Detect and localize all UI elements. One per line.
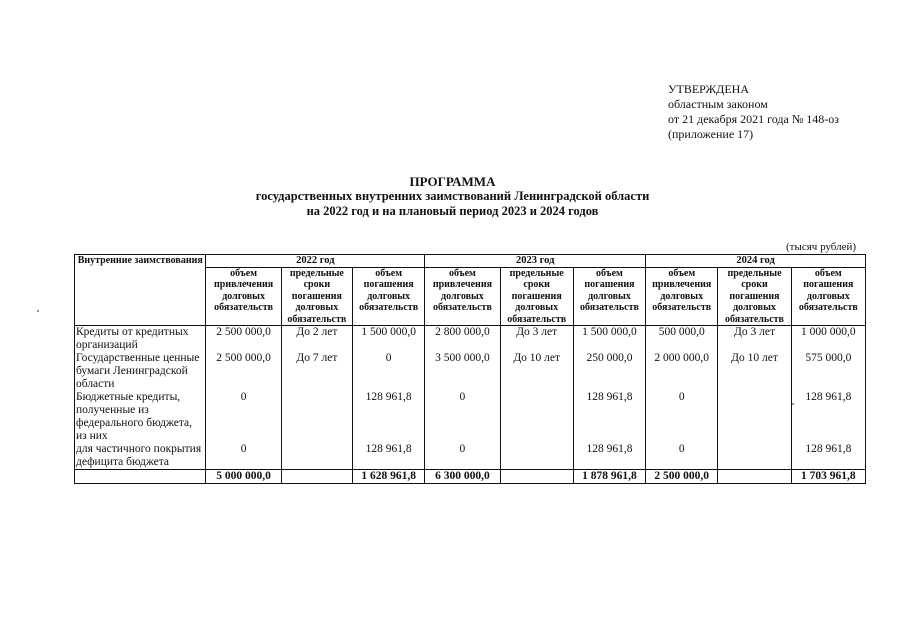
header-attraction-volume: объем привлечения долговых обязательств — [646, 267, 718, 326]
title-line-3: на 2022 год и на плановый период 2023 и 2024 годов — [306, 204, 599, 218]
cell: 0 — [646, 391, 718, 443]
approval-line-1: УТВЕРЖДЕНА — [668, 82, 750, 96]
cell: 0 — [646, 443, 718, 470]
header-attraction-volume: объем привлечения долговых обязательств — [206, 267, 281, 326]
cell: 0 — [206, 443, 281, 470]
header-year-2022: 2022 год — [206, 255, 425, 268]
row-label: Государственные ценные бумаги Ленинградской области — [75, 352, 206, 391]
total-cell: 6 300 000,0 — [425, 470, 500, 484]
cell: До 10 лет — [500, 352, 573, 391]
total-cell — [500, 470, 573, 484]
cell — [281, 443, 352, 470]
cell: До 10 лет — [718, 352, 791, 391]
cell: 128 961,8 — [573, 391, 645, 443]
header-year-2024: 2024 год — [646, 255, 866, 268]
cell — [500, 391, 573, 443]
total-row — [75, 470, 866, 484]
row-label: Кредиты от кредитных организаций — [75, 326, 206, 353]
header-repayment-volume: объем погашения долговых обязательств — [573, 267, 645, 326]
scan-speck — [792, 403, 794, 405]
total-cell — [718, 470, 791, 484]
cell: 0 — [425, 443, 500, 470]
cell: 1 000 000,0 — [791, 326, 865, 353]
scan-speck — [37, 310, 39, 312]
cell — [500, 443, 573, 470]
cell: 1 500 000,0 — [352, 326, 424, 353]
title-line-2: государственных внутренних заимствований Ленинградской области — [255, 189, 650, 203]
total-cell: 5 000 000,0 — [206, 470, 281, 484]
cell: 128 961,8 — [791, 443, 865, 470]
header-internal-borrowings: Внутренние заимствования — [75, 255, 206, 326]
total-cell — [281, 470, 352, 484]
cell: 3 500 000,0 — [425, 352, 500, 391]
cell: 0 — [206, 391, 281, 443]
approval-line-3: от 21 декабря 2021 года № 148-оз — [668, 112, 840, 126]
document-title — [0, 174, 905, 219]
borrowing-program-table — [74, 254, 866, 484]
table-row — [75, 391, 866, 443]
row-label: для частичного покрытия дефицита бюджета — [75, 443, 206, 470]
cell: 2 500 000,0 — [206, 326, 281, 353]
total-label-cell — [75, 470, 206, 484]
total-cell: 2 500 000,0 — [646, 470, 718, 484]
title-line-1: ПРОГРАММА — [409, 174, 496, 189]
cell: 128 961,8 — [352, 443, 424, 470]
header-repayment-volume: объем погашения долговых обязательств — [791, 267, 865, 326]
cell: 500 000,0 — [646, 326, 718, 353]
cell: 0 — [352, 352, 424, 391]
cell: До 7 лет — [281, 352, 352, 391]
approval-line-4: (приложение 17) — [668, 127, 754, 141]
header-repayment-terms: предельные сроки погашения долговых обязательств — [281, 267, 352, 326]
table-row — [75, 443, 866, 470]
header-repayment-terms: предельные сроки погашения долговых обязательств — [500, 267, 573, 326]
cell: 1 500 000,0 — [573, 326, 645, 353]
year-header-row — [75, 255, 866, 268]
cell — [718, 391, 791, 443]
total-cell: 1 628 961,8 — [352, 470, 424, 484]
cell: 250 000,0 — [573, 352, 645, 391]
cell: До 3 лет — [718, 326, 791, 353]
approval-line-2: областным законом — [668, 97, 768, 111]
header-year-2023: 2023 год — [425, 255, 646, 268]
cell: 575 000,0 — [791, 352, 865, 391]
header-attraction-volume: объем привлечения долговых обязательств — [425, 267, 500, 326]
approval-stamp — [668, 82, 839, 142]
total-cell: 1 703 961,8 — [791, 470, 865, 484]
cell: 128 961,8 — [573, 443, 645, 470]
table-row — [75, 326, 866, 353]
cell — [718, 443, 791, 470]
total-cell: 1 878 961,8 — [573, 470, 645, 484]
table-row — [75, 352, 866, 391]
header-repayment-volume: объем погашения долговых обязательств — [352, 267, 424, 326]
cell: 2 500 000,0 — [206, 352, 281, 391]
cell — [281, 391, 352, 443]
units-note: (тысяч рублей) — [786, 241, 857, 253]
header-repayment-terms: предельные сроки погашения долговых обязательств — [718, 267, 791, 326]
cell: 128 961,8 — [791, 391, 865, 443]
cell: 2 800 000,0 — [425, 326, 500, 353]
cell: 128 961,8 — [352, 391, 424, 443]
cell: 0 — [425, 391, 500, 443]
row-label: Бюджетные кредиты, полученные из федерального бюджета, из них — [75, 391, 206, 443]
cell: До 3 лет — [500, 326, 573, 353]
cell: До 2 лет — [281, 326, 352, 353]
cell: 2 000 000,0 — [646, 352, 718, 391]
